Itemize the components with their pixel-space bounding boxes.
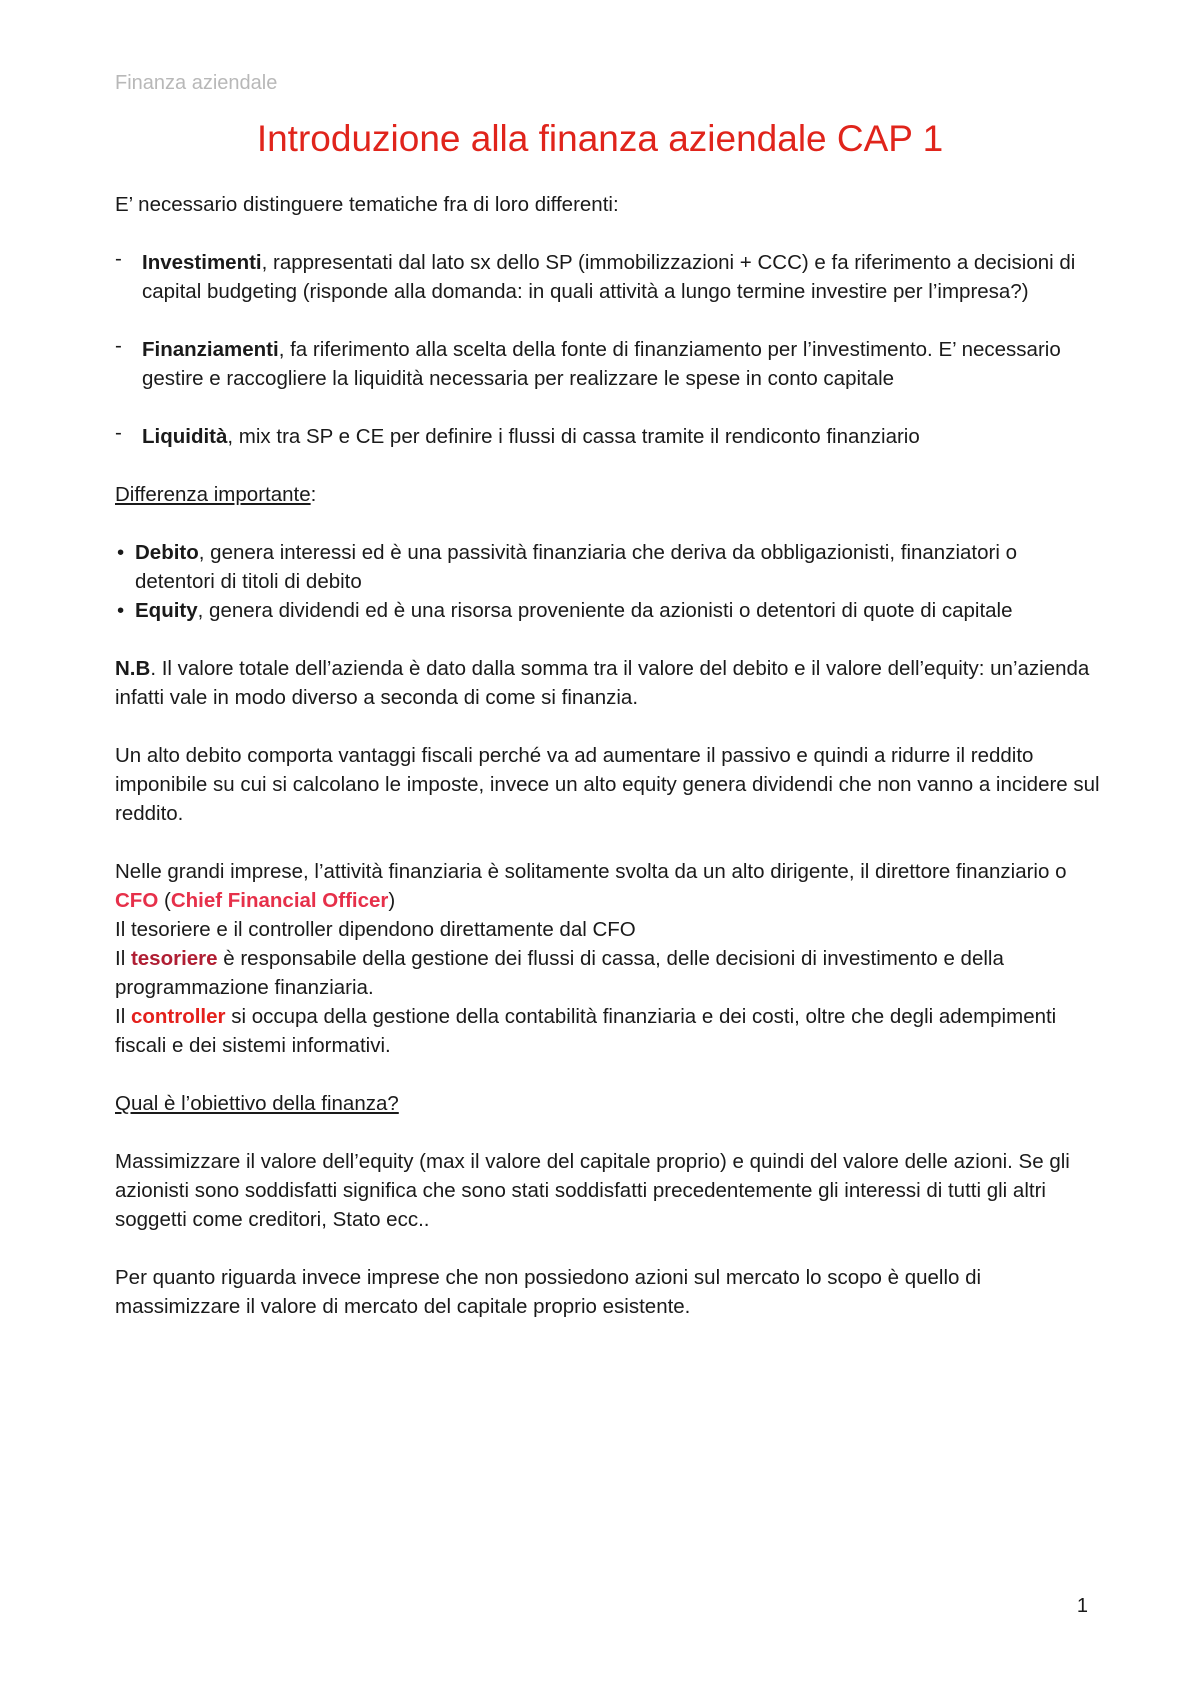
difference-text: , genera dividendi ed è una risorsa proveniente da azionisti o detentori di quote di capitale	[197, 599, 1013, 622]
page-number: 1	[1076, 1595, 1088, 1617]
controller-text: si occupa della gestione della contabilità finanziaria e dei costi, oltre che degli adempimenti fiscali e dei sistemi informativi.	[115, 1005, 1057, 1057]
controller-term: controller	[130, 1005, 226, 1028]
dash-marker: -	[115, 334, 122, 357]
difference-list	[115, 538, 1100, 625]
roles-paragraph	[115, 857, 1100, 1060]
difference-term: Equity	[135, 599, 198, 622]
topics-list	[115, 248, 1100, 451]
difference-item-debito	[115, 538, 1100, 596]
cfo-open-paren: (	[158, 889, 171, 912]
treasurer-term: tesoriere	[130, 947, 218, 970]
dependency-line: Il tesoriere e il controller dipendono direttamente dal CFO	[115, 918, 636, 941]
topic-item-investimenti	[115, 248, 1100, 306]
topic-text: , fa riferimento alla scelta della fonte di finanziamento per l’investimento. E’ necessario gestire e raccogliere la liquidità necessaria per realizzare le spese in conto capitale	[142, 338, 1061, 390]
difference-heading	[115, 480, 1100, 509]
topic-text: , mix tra SP e CE per definire i flussi di cassa tramite il rendiconto finanziario	[227, 425, 920, 448]
bullet-marker: •	[117, 541, 125, 564]
topic-item-liquidita	[115, 422, 1100, 451]
nb-label: N.B	[115, 657, 151, 680]
difference-term: Debito	[135, 541, 199, 564]
cfo-full-name: Chief Financial Officer	[170, 889, 389, 912]
difference-heading-text: Differenza importante	[115, 483, 311, 506]
dash-marker: -	[115, 247, 122, 270]
objective-question-text: Qual è l’obiettivo della finanza?	[115, 1092, 399, 1115]
objective-question	[115, 1089, 1100, 1118]
topic-term: Investimenti	[142, 251, 262, 274]
treasurer-text: è responsabile della gestione dei flussi di cassa, delle decisioni di investimento e della programmazione finanziaria.	[115, 947, 1004, 999]
nb-text: . Il valore totale dell’azienda è dato dalla somma tra il valore del debito e il valore dell’equity: un’azienda infatti vale in modo diverso a seconda di come si finanzia.	[115, 657, 1090, 709]
document-title: Introduzione alla finanza aziendale CAP 1	[256, 118, 944, 159]
cfo-intro: Nelle grandi imprese, l’attività finanziaria è solitamente svolta da un alto dirigente, il direttore finanziario o	[115, 860, 1067, 883]
treasurer-prefix: Il	[115, 947, 131, 970]
objective-answer: Massimizzare il valore dell’equity (max il valore del capitale proprio) e quindi del valore delle azioni. Se gli azionisti sono soddisfatti significa che sono stati soddisfatti precedentemente gli interessi di tutti gli altri soggetti come creditori, Stato ecc..	[115, 1150, 1070, 1231]
debt-paragraph: Un alto debito comporta vantaggi fiscali perché va ad aumentare il passivo e quindi a ridurre il reddito imponibile su cui si calcolano le imposte, invece un alto equity genera dividendi che non vanno a incidere sul reddito.	[115, 744, 1100, 825]
intro-paragraph: E’ necessario distinguere tematiche fra di loro differenti:	[115, 193, 619, 216]
cfo-acronym: CFO	[115, 889, 159, 912]
unlisted-paragraph: Per quanto riguarda invece imprese che non possiedono azioni sul mercato lo scopo è quello di massimizzare il valore di mercato del capitale proprio esistente.	[115, 1266, 982, 1318]
topic-text: , rappresentati dal lato sx dello SP (immobilizzazioni + CCC) e fa riferimento a decisioni di capital budgeting (risponde alla domanda: in quali attività a lungo termine investire per l’impresa?)	[142, 251, 1076, 303]
difference-heading-colon: :	[310, 483, 317, 506]
document-body	[115, 190, 1100, 1350]
topic-item-finanziamenti	[115, 335, 1100, 393]
nb-paragraph	[115, 654, 1100, 712]
dash-marker: -	[115, 421, 122, 444]
difference-item-equity	[115, 596, 1100, 625]
topic-term: Liquidità	[142, 425, 228, 448]
difference-text: , genera interessi ed è una passività finanziaria che deriva da obbligazionisti, finanziatori o detentori di titoli di debito	[135, 541, 1017, 593]
running-header: Finanza aziendale	[115, 72, 278, 94]
bullet-marker: •	[117, 599, 125, 622]
topic-term: Finanziamenti	[142, 338, 279, 361]
cfo-close-paren: )	[388, 889, 396, 912]
controller-prefix: Il	[115, 1005, 131, 1028]
